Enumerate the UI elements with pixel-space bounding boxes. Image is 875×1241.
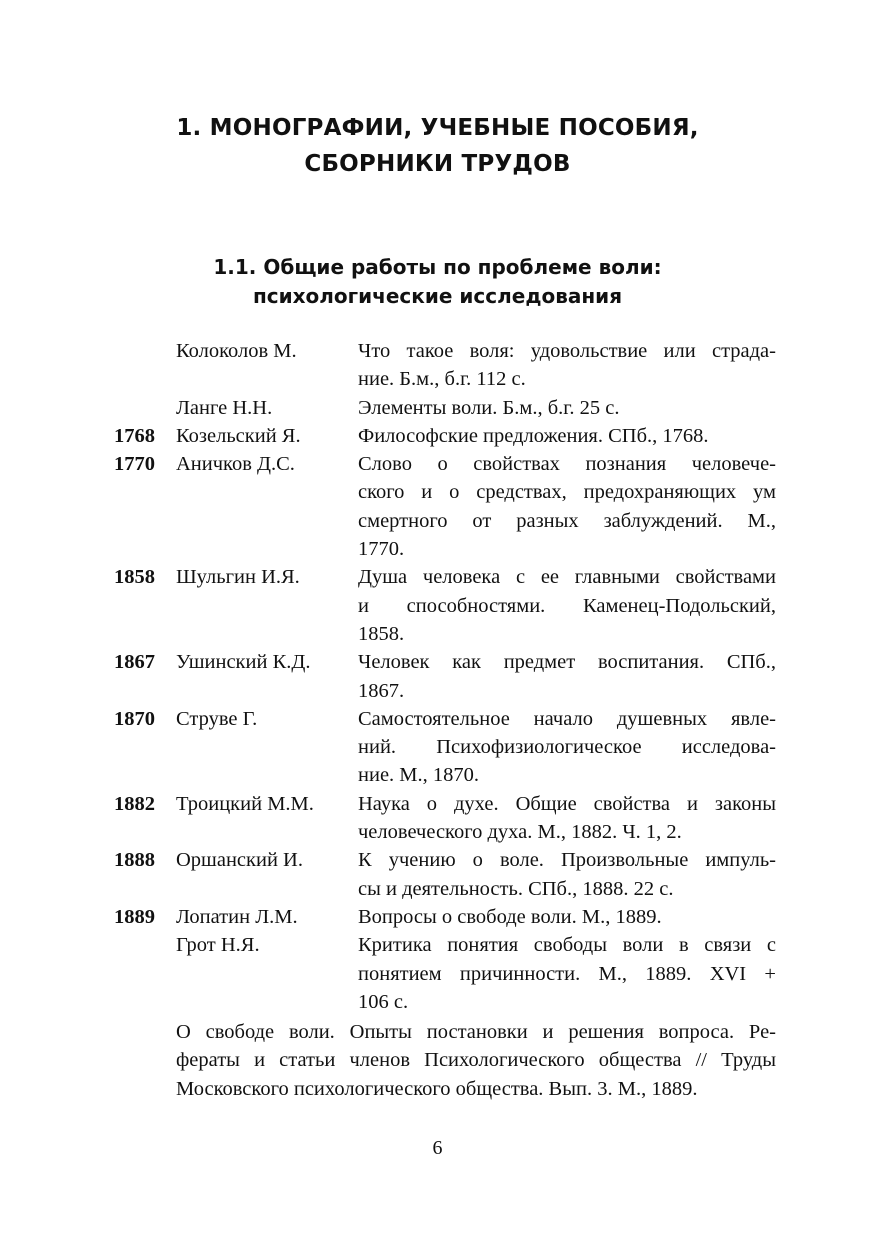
entry-title-line: ний. Психофизиологическое исследова- [358,736,776,759]
entry-title-line: 1867. [358,679,405,702]
entry-author: Ланге Н.Н. [176,396,273,419]
entry-title-line: Наука о духе. Общие свойства и законы [358,792,776,815]
chapter-heading [0,110,875,182]
entry-title-line: 1770. [358,538,405,561]
entry-title-line: сы и деятельность. СПб., 1888. 22 с. [358,877,674,900]
entry-title [358,563,776,648]
entry-title-line: Душа человека с ее главными свойствами [358,566,776,589]
entry-year: 1867 [114,651,155,674]
bibliography-entry [114,931,776,1016]
entry-title [358,422,776,450]
entry-title [358,705,776,790]
entry-title [358,648,776,705]
entry-title [358,931,776,1016]
chapter-heading-line: СБОРНИКИ ТРУДОВ [304,151,571,177]
entry-title-line: человеческого духа. М., 1882. Ч. 1, 2. [358,821,682,844]
section-heading [0,253,875,311]
entry-title-line: понятием причинности. М., 1889. XVI + [358,962,776,985]
entry-year: 1858 [114,566,155,589]
entry-year: 1888 [114,849,155,872]
entry-title [358,394,776,422]
entry-title [358,846,776,903]
collection-entry [176,1018,776,1103]
page-number: 6 [432,1137,443,1159]
entry-title-line: Что такое воля: удовольствие или страда- [358,340,776,362]
chapter-heading-line: 1. МОНОГРАФИИ, УЧЕБНЫЕ ПОСОБИЯ, [176,115,699,141]
bibliography-entry [114,394,776,422]
bibliography-entry [114,648,776,705]
bibliography-entry [114,422,776,450]
collection-entry-line: фераты и статьи членов Психологического общества // Труды [176,1049,776,1072]
collection-entry-line: О свободе воли. Опыты постановки и решения вопроса. Ре- [176,1021,776,1043]
entry-year: 1889 [114,905,155,928]
bibliography-entry [114,790,776,847]
bibliography-entry [114,337,776,394]
entry-title [358,450,776,563]
entry-year: 1870 [114,707,155,730]
entry-author: Троицкий М.М. [176,792,314,815]
entry-title-line: Слово о свойствах познания человече- [358,453,776,476]
bibliography-list [114,337,776,1016]
entry-title-line: Вопросы о свободе воли. М., 1889. [358,905,662,928]
section-heading-line: 1.1. Общие работы по проблеме воли: [213,255,662,279]
entry-title-line: смертного от разных заблуждений. М., [358,509,776,532]
entry-author: Шульгин И.Я. [176,566,300,589]
bibliography-entry [114,563,776,648]
entry-title-line: 1858. [358,622,405,645]
entry-author: Струве Г. [176,707,258,730]
entry-title-line: ние. М., 1870. [358,764,480,787]
entry-title-line: ского и о средствах, предохраняющих ум [358,481,776,504]
entry-title-line: ние. Б.м., б.г. 112 с. [358,368,526,391]
entry-year: 1770 [114,453,155,476]
bibliography-entry [114,903,776,931]
entry-title [358,790,776,847]
entry-year: 1882 [114,792,155,815]
bibliography-entry [114,846,776,903]
entry-title-line: Элементы воли. Б.м., б.г. 25 с. [358,396,620,419]
entry-title [358,337,776,394]
entry-title-line: Критика понятия свободы воли в связи с [358,934,776,957]
entry-author: Лопатин Л.М. [176,905,298,928]
entry-author: Козельский Я. [176,424,301,447]
entry-year: 1768 [114,424,155,447]
entry-author: Оршанский И. [176,849,303,872]
entry-title-line: Самостоятельное начало душевных явле- [358,707,776,730]
entry-title-line: 106 с. [358,990,409,1013]
entry-author: Аничков Д.С. [176,453,295,476]
bibliography-entry [114,450,776,563]
entry-author: Ушинский К.Д. [176,651,311,674]
entry-title-line: К учению о воле. Произвольные импуль- [358,849,776,872]
collection-entry-line: Московского психологического общества. Вып. 3. М., 1889. [176,1077,698,1100]
entry-title-line: Человек как предмет воспитания. СПб., [358,651,776,674]
bibliography-entry [114,705,776,790]
entry-title-line: и способностями. Каменец-Подольский, [358,594,776,617]
entry-title [358,903,776,931]
entry-title-line: Философские предложения. СПб., 1768. [358,424,709,447]
entry-author: Грот Н.Я. [176,934,260,957]
section-heading-line: психологические исследования [252,284,623,308]
entry-author: Колоколов М. [176,340,297,362]
